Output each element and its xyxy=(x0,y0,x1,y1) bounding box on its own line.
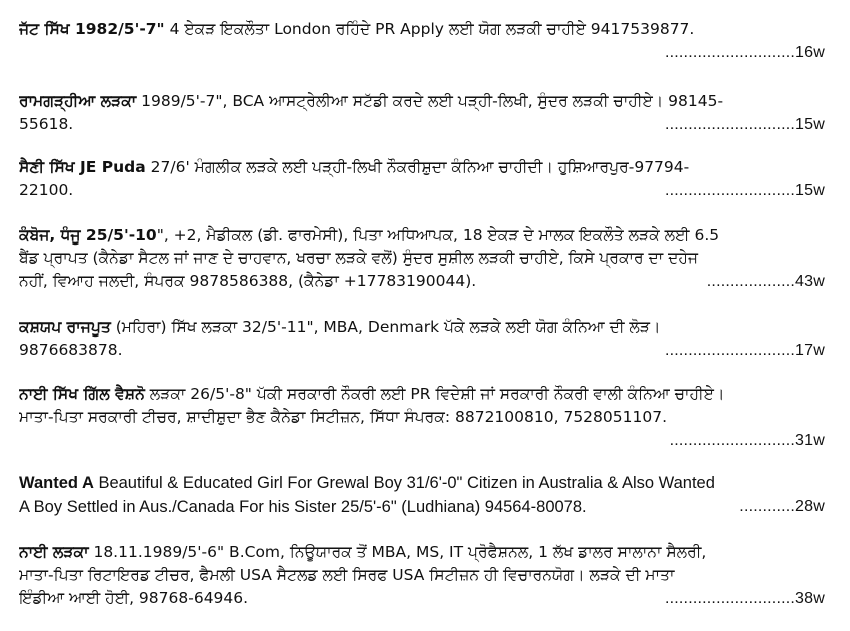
ad-text: ਇੰਡੀਆ ਆਈ ਹੋਈ, 98768-64946. xyxy=(19,589,249,607)
classified-ad-1 xyxy=(19,18,825,64)
ad-reference-code: ............................17w xyxy=(664,342,825,359)
ad-text: ", +2, ਮੈਡੀਕਲ (ਡੀ. ਫਾਰਮੇਸੀ), ਪਿਤਾ ਅਧਿਆਪਕ, 18 ਏਕੜ ਦੇ ਮਾਲਕ ਇਕਲੌਤੇ ਲੜਕੇ ਲਈ 6.5 xyxy=(156,226,720,244)
ad-text: 22100. xyxy=(19,181,74,199)
ad-line-1 xyxy=(19,90,825,113)
ad-line-1 xyxy=(19,541,825,564)
ad-line-2 xyxy=(19,564,825,587)
ad-text: 1989/5'-7", BCA ਆਸਟ੍ਰੇਲੀਆ ਸਟੱਡੀ ਕਰਦੇ ਲਈ ਪੜ੍ਹੀ-ਲਿਖੀ, ਸੁੰਦਰ ਲੜਕੀ ਚਾਹੀਏ। 98145- xyxy=(141,92,724,110)
ad-line-1 xyxy=(19,18,825,41)
ad-text: ਲੜਕਾ 26/5'-8" ਪੱਕੀ ਸਰਕਾਰੀ ਨੌਕਰੀ ਲਈ PR ਵਿਦੇਸ਼ੀ ਜਾਂ ਸਰਕਾਰੀ ਨੌਕਰੀ ਵਾਲੀ ਕੰਨਿਆ ਚਾਹੀਏ। xyxy=(149,385,725,403)
ad-heading: ਕਸ਼ਯਪ ਰਾਜਪੂਤ xyxy=(19,318,111,336)
classified-ad-5 xyxy=(19,316,825,362)
ad-reference-code: ............................15w xyxy=(664,182,825,199)
ad-text: 18.11.1989/5'-6" B.Com, ਨਿਊਯਾਰਕ ਤੋਂ MBA, MS, IT ਪ੍ਰੋਫੈਸ਼ਨਲ, 1 ਲੱਖ ਡਾਲਰ ਸਾਲਾਨਾ ਸੈਲਰੀ, xyxy=(93,543,707,561)
ad-line-1 xyxy=(19,224,825,247)
ad-line-2 xyxy=(19,41,825,64)
classified-ad-6 xyxy=(19,383,825,452)
ad-line-3 xyxy=(19,270,825,293)
ad-line-1 xyxy=(19,383,825,406)
ad-text: 9876683878. xyxy=(19,341,123,359)
ad-reference-code: ............28w xyxy=(739,498,825,515)
ad-reference-code: ...........................31w xyxy=(669,432,825,449)
ad-reference-code: ............................15w xyxy=(664,116,825,133)
ad-heading: ਨਾਈ ਲੜਕਾ xyxy=(19,543,89,561)
ad-text: ਬੈਂਡ ਪ੍ਰਾਪਤ (ਕੈਨੇਡਾ ਸੈਟਲ ਜਾਂ ਜਾਣ ਦੇ ਚਾਹਵਾਨ, ਖਰਚਾ ਲੜਕੇ ਵਲੋਂ) ਸੁੰਦਰ ਸੁਸ਼ੀਲ ਲੜਕੀ ਚਾਹੀਏ, ਕਿਸੇ ਪ੍ਰਕਾਰ ਦਾ ਦਹੇਜ xyxy=(19,249,699,267)
ad-reference-code: ............................16w xyxy=(664,44,825,61)
ad-text: Beautiful & Educated Girl For Grewal Boy 31/6'-0" Citizen in Australia & Also Wanted xyxy=(98,474,715,492)
ad-heading: ਜੱਟ ਸਿੱਖ 1982/5'-7" xyxy=(19,20,165,38)
ad-text: ਮਾਤਾ-ਪਿਤਾ ਸਰਕਾਰੀ ਟੀਚਰ, ਸ਼ਾਦੀਸ਼ੁਦਾ ਭੈਣ ਕੈਨੇਡਾ ਸਿਟੀਜ਼ਨ, ਸਿੱਧਾ ਸੰਪਰਕ: 8872100810, 7528051107. xyxy=(19,408,668,426)
ad-heading: ਕੰਬੋਜ, ਧੰਜੂ 25/5'-10 xyxy=(19,226,157,244)
classified-ad-2 xyxy=(19,90,825,136)
ad-heading: ਰਾਮਗੜ੍ਹੀਆ ਲੜਕਾ xyxy=(19,92,137,110)
ad-line-2 xyxy=(19,247,825,270)
ad-text: 4 ਏਕੜ ਇਕਲੌਤਾ London ਰਹਿੰਦੇ PR Apply ਲਈ ਯੋਗ ਲੜਕੀ ਚਾਹੀਏ 9417539877. xyxy=(169,20,695,38)
ad-line-2 xyxy=(19,339,825,362)
ad-text: ਨਹੀਂ, ਵਿਆਹ ਜਲਦੀ, ਸੰਪਰਕ 9878586388, (ਕੈਨੇਡਾ +17783190044). xyxy=(19,272,477,290)
ad-line-1 xyxy=(19,471,825,495)
ad-heading: Wanted A xyxy=(19,474,94,492)
ad-line-2 xyxy=(19,406,825,429)
classified-ad-7 xyxy=(19,471,825,519)
ad-line-3 xyxy=(19,429,825,452)
ad-text: 27/6' ਮੰਗਲੀਕ ਲੜਕੇ ਲਈ ਪੜ੍ਹੀ-ਲਿਖੀ ਨੌਕਰੀਸ਼ੁਦਾ ਕੰਨਿਆ ਚਾਹੀਦੀ। ਹੁਸ਼ਿਆਰਪੁਰ-97794- xyxy=(150,158,690,176)
ad-reference-code: ...................43w xyxy=(706,273,825,290)
ad-heading: ਨਾਈ ਸਿੱਖ ਗਿੱਲ ਵੈਸ਼ਨੋ xyxy=(19,385,145,403)
ad-line-2 xyxy=(19,113,825,136)
classified-ad-8 xyxy=(19,541,825,610)
ad-line-1 xyxy=(19,156,825,179)
ad-text: 55618. xyxy=(19,115,74,133)
ad-heading: ਸੈਣੀ ਸਿੱਖ JE Puda xyxy=(19,158,146,176)
ad-line-2 xyxy=(19,179,825,202)
ad-line-2 xyxy=(19,495,825,519)
ad-line-3 xyxy=(19,587,825,610)
classified-ad-3 xyxy=(19,156,825,202)
ad-line-1 xyxy=(19,316,825,339)
ad-text: (ਮਹਿਰਾ) ਸਿੱਖ ਲੜਕਾ 32/5'-11", MBA, Denmark ਪੱਕੇ ਲੜਕੇ ਲਈ ਯੋਗ ਕੰਨਿਆ ਦੀ ਲੋੜ। xyxy=(115,318,661,336)
classified-ad-4 xyxy=(19,224,825,293)
ad-text: A Boy Settled in Aus./Canada For his Sister 25/5'-6" (Ludhiana) 94564-80078. xyxy=(19,498,587,516)
ad-text: ਮਾਤਾ-ਪਿਤਾ ਰਿਟਾਇਰਡ ਟੀਚਰ, ਫੈਮਲੀ USA ਸੈਟਲਡ ਲਈ ਸਿਰਫ USA ਸਿਟੀਜ਼ਨ ਹੀ ਵਿਚਾਰਨਯੋਗ। ਲੜਕੇ ਦੀ ਮਾਤਾ xyxy=(19,566,675,584)
ad-reference-code: ............................38w xyxy=(664,590,825,607)
